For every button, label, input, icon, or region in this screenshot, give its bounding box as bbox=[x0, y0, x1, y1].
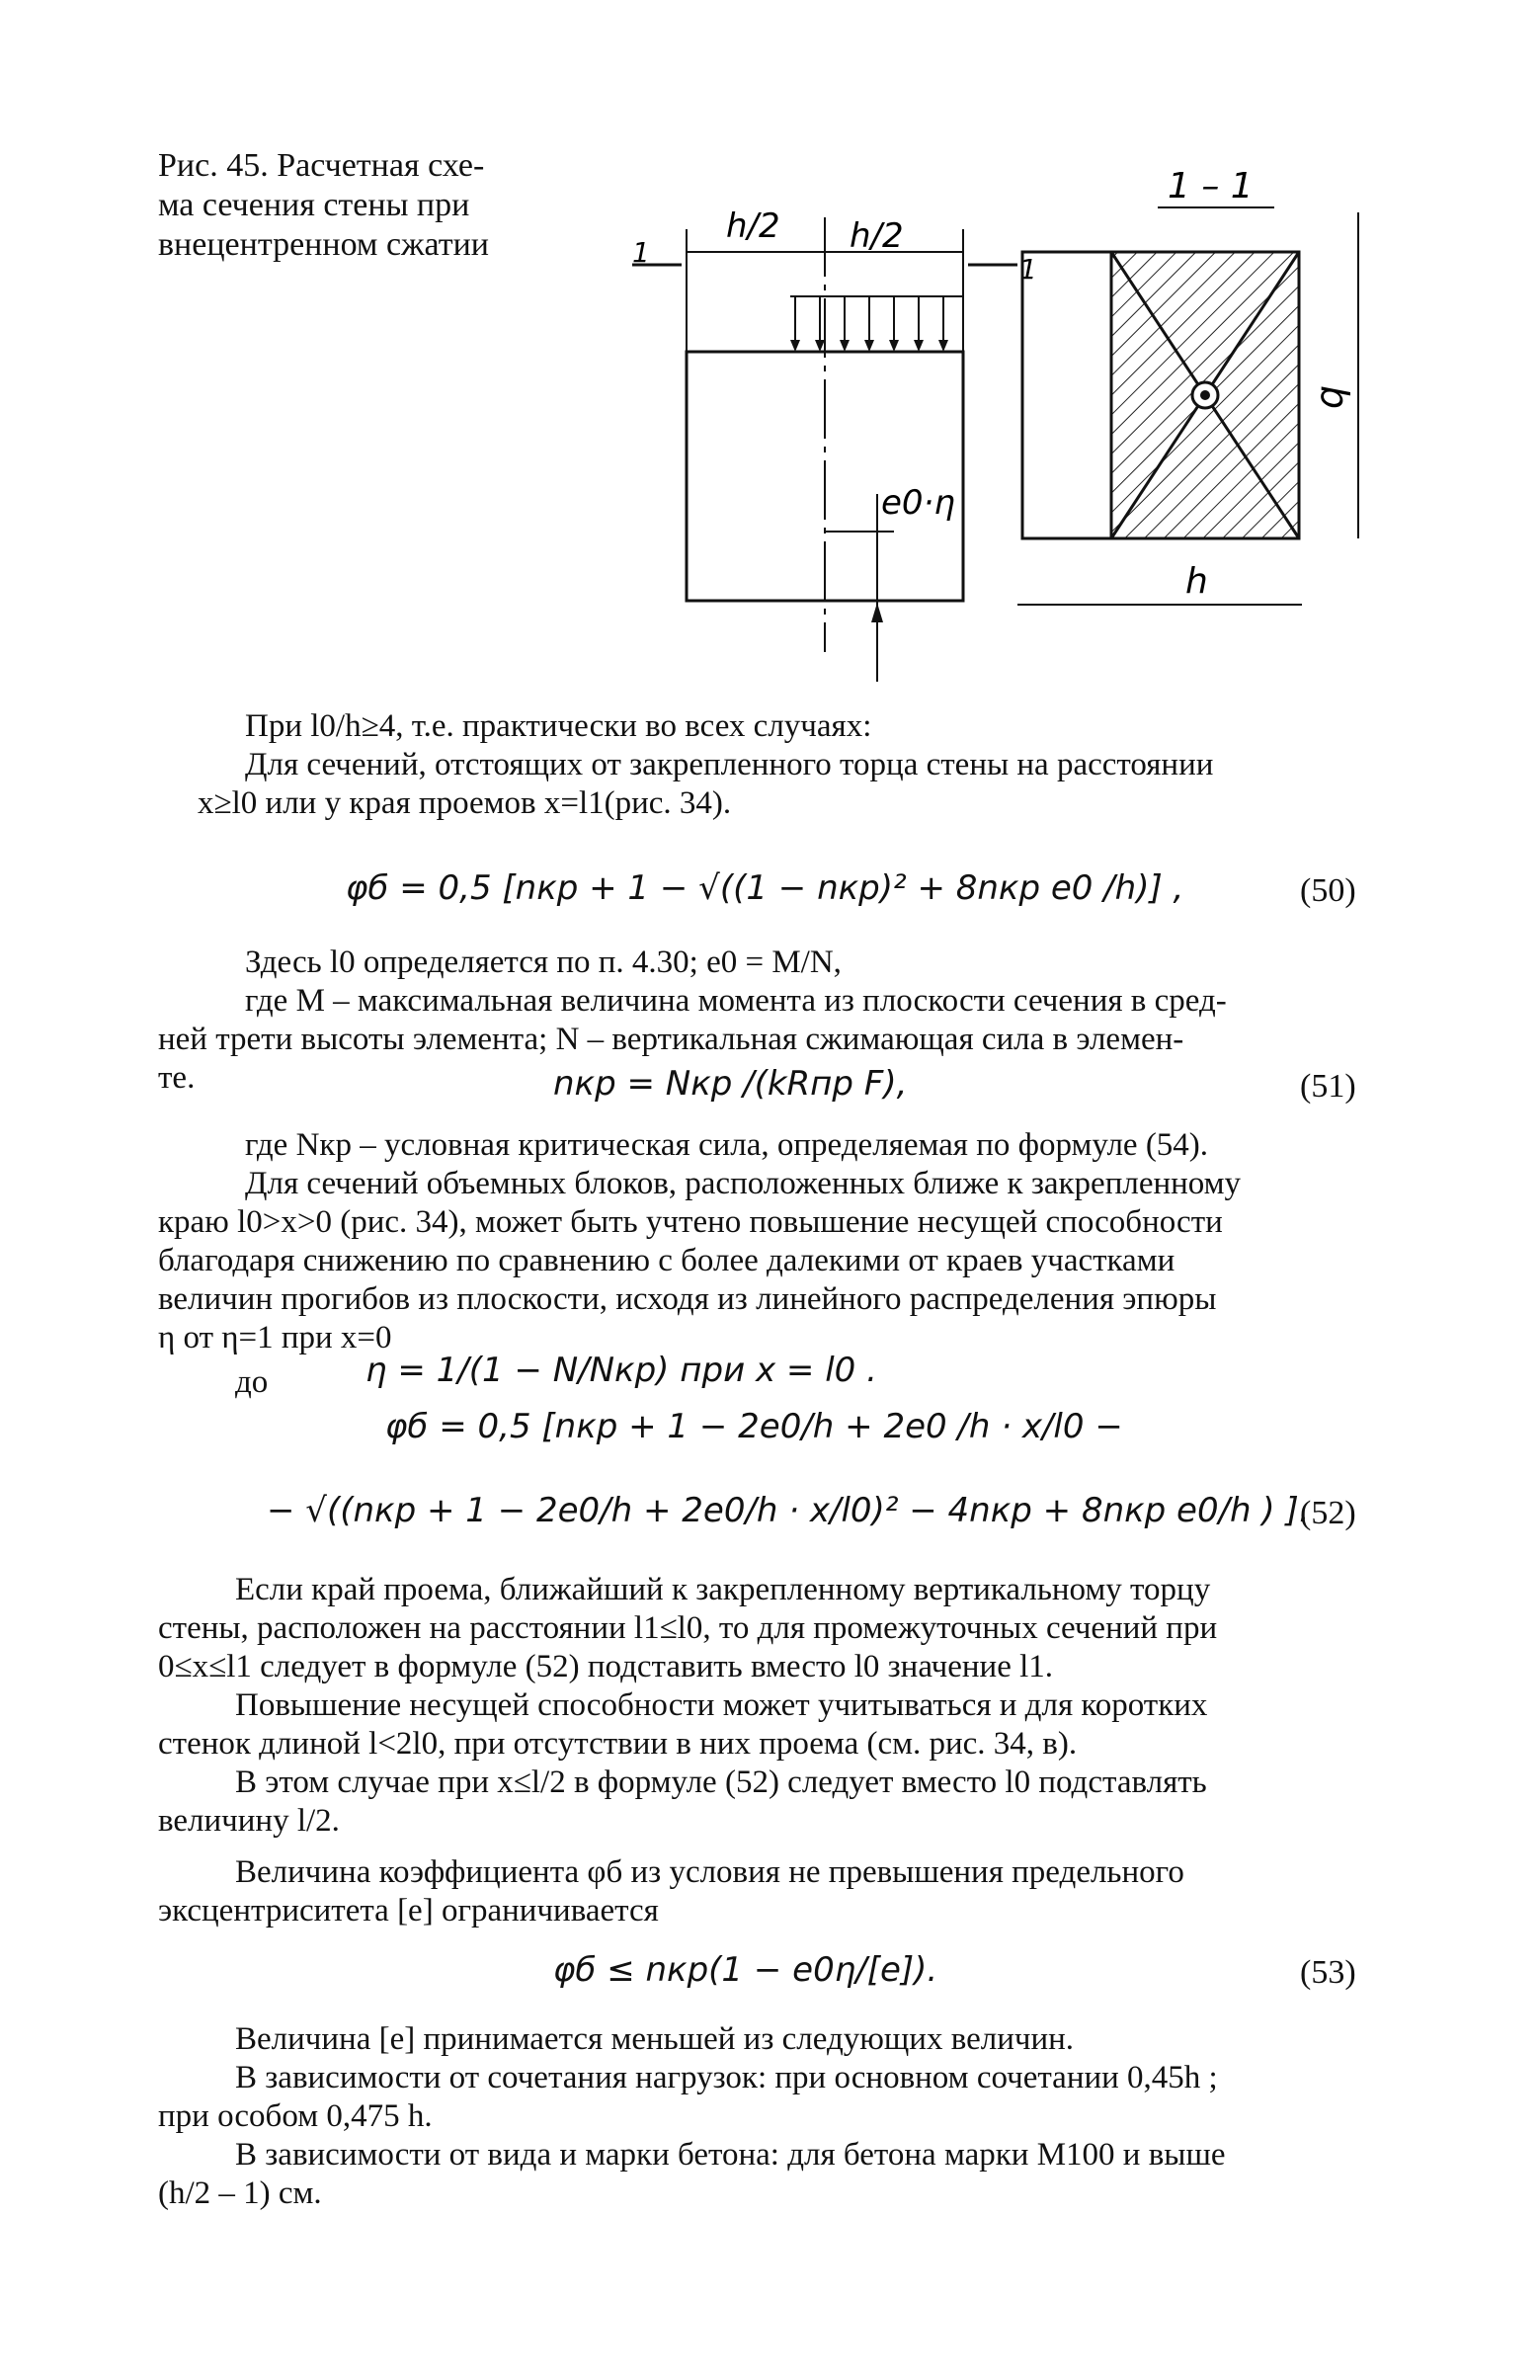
paragraph-p7-l4: В зависимости от вида и марки бетона: для бетона марки М100 и выше bbox=[235, 2137, 1226, 2173]
paragraph-p6-l1: Величина коэффициента φб из условия не превышения предельного bbox=[235, 1854, 1184, 1890]
eq-53: (53) bbox=[1300, 1954, 1356, 1991]
paragraph-p6-l2: эксцентриситета [e] ограничивается bbox=[158, 1893, 659, 1929]
paragraph-p5-l4: Повышение несущей способности может учитываться и для коротких bbox=[235, 1687, 1208, 1723]
formula-eta: η = 1/(1 − N/Nкр) при x = l0 . bbox=[365, 1351, 877, 1390]
h-half-left: h/2 bbox=[726, 206, 780, 246]
h-half-right: h/2 bbox=[850, 216, 904, 256]
paragraph-p4-l7: до bbox=[235, 1364, 269, 1400]
paragraph-p7-l5: (h/2 – 1) см. bbox=[158, 2175, 322, 2211]
paragraph-p1: При l0/h≥4, т.е. практически во всех случаях: bbox=[245, 708, 872, 744]
paragraph-p5-l1: Если край проема, ближайший к закрепленному вертикальному торцу bbox=[235, 1572, 1211, 1607]
eq-51: (51) bbox=[1300, 1068, 1356, 1105]
paragraph-p5-l3: 0≤x≤l1 следует в формуле (52) подставить вместо l0 значение l1. bbox=[158, 1649, 1054, 1684]
eq-52: (52) bbox=[1300, 1495, 1356, 1531]
formula-52-b: − √((nкр + 1 − 2e0/h + 2e0/h · x/l0)² − 4nкр + 8nкр e0/h ) ]. bbox=[267, 1491, 1310, 1530]
caption-line: Рис. 45. Расчетная схе- bbox=[158, 147, 485, 184]
section-label: 1 – 1 bbox=[1168, 166, 1254, 206]
paragraph-p5-l7: величину l/2. bbox=[158, 1803, 340, 1839]
formula-50: φб = 0,5 [nкр + 1 − √((1 − nкр)² + 8nкр e0 /h)] , bbox=[346, 868, 1184, 908]
paragraph-p4-l3: краю l0>x>0 (рис. 34), может быть учтено повышение несущей способности bbox=[158, 1204, 1223, 1240]
formula-53: φб ≤ nкр(1 − e0η/[e]). bbox=[553, 1950, 938, 1990]
paragraph-p4-l5: величин прогибов из плоскости, исходя из линейного распределения эпюры bbox=[158, 1281, 1217, 1317]
caption-line: ма сечения стены при bbox=[158, 187, 470, 223]
figure-45 bbox=[0, 0, 1540, 692]
caption-line: внецентренном сжатии bbox=[158, 226, 489, 263]
paragraph-p7-l3: при особом 0,475 h. bbox=[158, 2098, 433, 2134]
cut-mark-right: 1 bbox=[1019, 253, 1037, 286]
formula-52-a: φб = 0,5 [nкр + 1 − 2e0/h + 2e0 /h · x/l0 − bbox=[385, 1407, 1123, 1446]
ecc-label: e0·η bbox=[881, 483, 955, 523]
paragraph-p2-l2: x≥l0 или у края проемов x=l1(рис. 34). bbox=[198, 785, 732, 821]
paragraph-p4-l6: η от η=1 при x=0 bbox=[158, 1320, 392, 1355]
paragraph-p2-l1: Для сечений, отстоящих от закрепленного торца стены на расстоянии bbox=[245, 747, 1214, 782]
formula-51: nкр = Nкр /(kRпр F), bbox=[553, 1064, 908, 1104]
paragraph-p3-l2: где M – максимальная величина момента из плоскости сечения в сред- bbox=[245, 983, 1227, 1019]
paragraph-p7-l2: В зависимости от сочетания нагрузок: при основном сочетании 0,45h ; bbox=[235, 2060, 1218, 2095]
paragraph-p5-l2: стены, расположен на расстоянии l1≤l0, то для промежуточных сечений при bbox=[158, 1610, 1218, 1646]
paragraph-p7-l1: Величина [e] принимается меньшей из следующих величин. bbox=[235, 2021, 1075, 2057]
paragraph-p4-l4: благодаря снижению по сравнению с более далекими от краев участками bbox=[158, 1243, 1175, 1278]
h-label: h bbox=[1185, 561, 1208, 602]
paragraph-p4-l2: Для сечений объемных блоков, расположенных ближе к закрепленному bbox=[245, 1166, 1242, 1201]
paragraph-p3-l4: те. bbox=[158, 1060, 196, 1096]
paragraph-p5-l5: стенок длиной l<2l0, при отсутствии в них проема (см. рис. 34, в). bbox=[158, 1726, 1078, 1762]
cut-mark-left: 1 bbox=[632, 236, 650, 269]
eq-50: (50) bbox=[1300, 872, 1356, 909]
paragraph-p5-l6: В этом случае при x≤l/2 в формуле (52) следует вместо l0 подставлять bbox=[235, 1764, 1207, 1800]
paragraph-p4-l1: где Nкр – условная критическая сила, определяемая по формуле (54). bbox=[245, 1127, 1209, 1163]
paragraph-p3-l1: Здесь l0 определяется по п. 4.30; e0 = M/N, bbox=[245, 944, 842, 980]
paragraph-p3-l3: ней трети высоты элемента; N – вертикальная сжимающая сила в элемен- bbox=[158, 1022, 1184, 1057]
b-label: b bbox=[1313, 385, 1356, 410]
